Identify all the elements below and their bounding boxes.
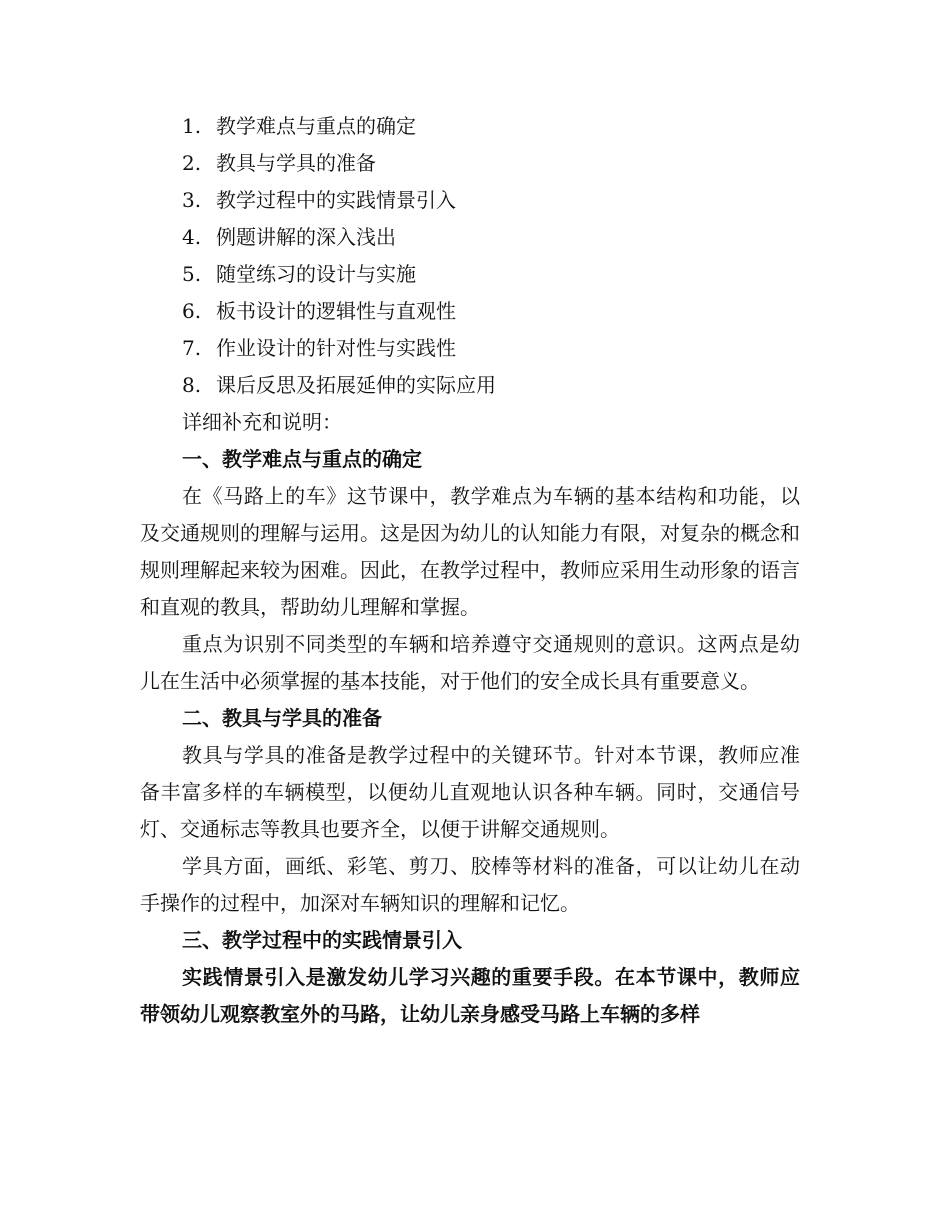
toc-item-number: 2.: [182, 151, 202, 175]
toc-item: [140, 293, 800, 330]
section-heading: 一、教学难点与重点的确定: [182, 447, 422, 471]
toc-item-number: 1.: [182, 114, 202, 138]
section-paragraph: 学具方面，画纸、彩笔、剪刀、胶棒等材料的准备，可以让幼儿在动手操作的过程中，加深对车辆知识的理解和记忆。: [140, 854, 800, 915]
toc-item-text: 作业设计的针对性与实践性: [216, 336, 456, 360]
document-page: [140, 108, 800, 1033]
toc-item-number: 8.: [182, 373, 202, 397]
toc-item: [140, 145, 800, 182]
toc-item: [140, 330, 800, 367]
toc-item: [140, 182, 800, 219]
section-paragraph: 重点为识别不同类型的车辆和培养遵守交通规则的意识。这两点是幼儿在生活中必须掌握的基本技能，对于他们的安全成长具有重要意义。: [140, 632, 800, 693]
toc-item-text: 教学过程中的实践情景引入: [216, 188, 456, 212]
toc-item-text: 课后反思及拓展延伸的实际应用: [216, 373, 496, 397]
toc-item-text: 板书设计的逻辑性与直观性: [216, 299, 456, 323]
toc-item-number: 7.: [182, 336, 202, 360]
section-heading: 三、教学过程中的实践情景引入: [182, 928, 462, 952]
section-paragraph: 在《马路上的车》这节课中，教学难点为车辆的基本结构和功能，以及交通规则的理解与运用。这是因为幼儿的认知能力有限，对复杂的概念和规则理解起来较为困难。因此，在教学过程中，教师应采用生动形象的语言和直观的教具，帮助幼儿理解和掌握。: [140, 484, 800, 619]
toc-item-text: 例题讲解的深入浅出: [216, 225, 396, 249]
toc-list: [140, 108, 800, 404]
toc-item-number: 5.: [182, 262, 202, 286]
section-paragraph: 教具与学具的准备是教学过程中的关键环节。针对本节课，教师应准备丰富多样的车辆模型，以便幼儿直观地认识各种车辆。同时，交通信号灯、交通标志等教具也要齐全，以便于讲解交通规则。: [140, 743, 800, 841]
toc-item: [140, 256, 800, 293]
toc-item-text: 随堂练习的设计与实施: [216, 262, 416, 286]
section-paragraph: 实践情景引入是激发幼儿学习兴趣的重要手段。在本节课中，教师应带领幼儿观察教室外的马路，让幼儿亲身感受马路上车辆的多样: [140, 965, 800, 1026]
toc-item: [140, 367, 800, 404]
toc-item-number: 4.: [182, 225, 202, 249]
toc-item-text: 教具与学具的准备: [216, 151, 376, 175]
section-1: [140, 441, 800, 700]
toc-item: [140, 108, 800, 145]
supplement-label: 详细补充和说明：: [182, 410, 342, 434]
toc-item-number: 6.: [182, 299, 202, 323]
toc-item: [140, 219, 800, 256]
section-heading: 二、教具与学具的准备: [182, 706, 382, 730]
toc-item-text: 教学难点与重点的确定: [216, 114, 416, 138]
section-3: [140, 922, 800, 1033]
section-2: [140, 700, 800, 922]
toc-item-number: 3.: [182, 188, 202, 212]
